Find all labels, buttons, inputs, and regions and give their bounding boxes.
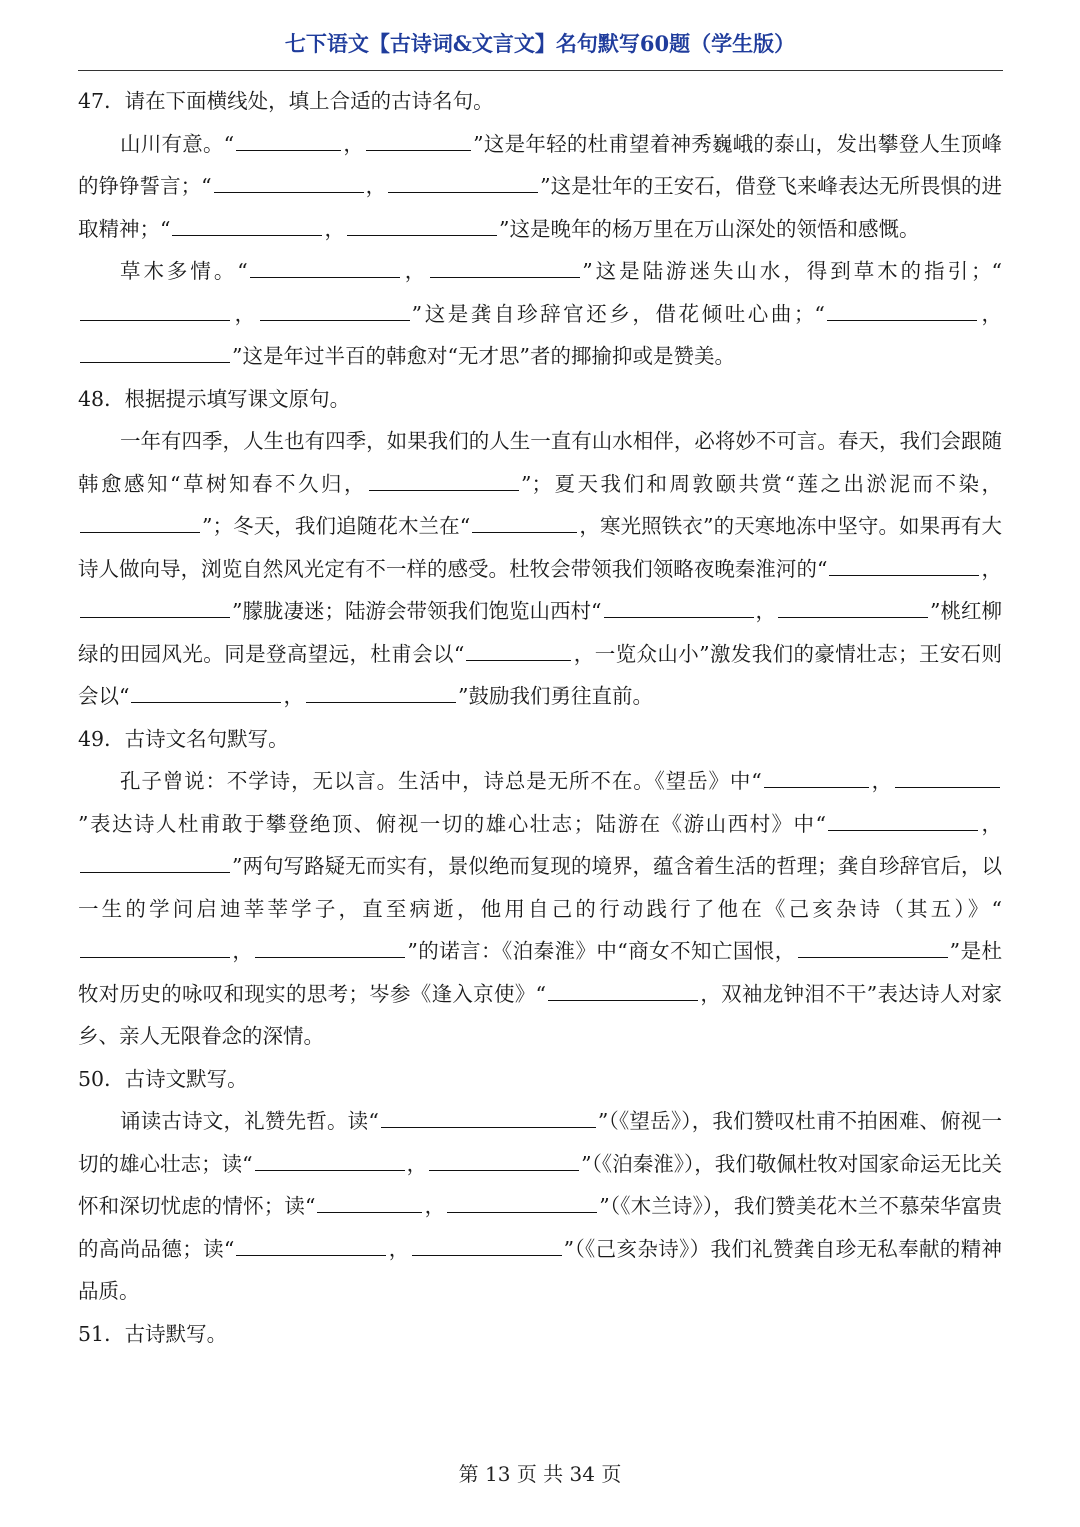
text-segment: ， <box>365 174 387 198</box>
text-segment: ， <box>232 939 254 963</box>
fill-blank[interactable] <box>798 935 948 958</box>
fill-blank[interactable] <box>604 595 754 618</box>
fill-blank[interactable] <box>548 978 698 1001</box>
text-segment: 草木多情。“ <box>120 259 248 283</box>
fill-blank[interactable] <box>236 1233 386 1256</box>
fill-blank[interactable] <box>429 1148 579 1171</box>
fill-blank[interactable] <box>236 128 341 151</box>
text-segment: 一年有四季，人生也有四季，如果我们的人生一直有山水相伴，必将妙不可言。春天，我们会跟随韩愈感知“草树知春不久归， <box>78 429 1002 496</box>
fill-blank[interactable] <box>80 298 230 321</box>
text-segment: ”是杜牧对历史的咏叹和现实的思考；岑参《逢入京使》“ <box>78 939 1002 1006</box>
text-segment: ”表达诗人杜甫敢于攀登绝顶、俯视一切的雄心壮志；陆游在《游山西村》中“ <box>78 811 827 836</box>
text-segment: ”两句写路疑无而实有，景似绝而复现的境界，蕴含着生活的哲理；龚自珍辞官后，以一生的学问启迪莘莘学子，直至病逝，他用自己的行动践行了他在《己亥杂诗（其五）》“ <box>78 854 1002 921</box>
fill-blank[interactable] <box>829 553 979 576</box>
fill-blank[interactable] <box>347 213 497 236</box>
fill-blank[interactable] <box>369 468 519 491</box>
fill-blank[interactable] <box>778 595 928 618</box>
fill-blank[interactable] <box>388 170 538 193</box>
text-segment: ”这是晚年的杨万里在万山深处的领悟和感慨。 <box>498 216 920 241</box>
text-segment: ”（《己亥杂诗》）我们礼赞龚自珍无私奉献的精神品质。 <box>78 1236 1003 1303</box>
text-segment: ，双袖龙钟泪不干”表达诗人对家乡、亲人无限眷念的深情。 <box>78 981 1002 1048</box>
question-49-stem: 49．古诗文名句默写。 <box>78 726 289 751</box>
fill-blank[interactable] <box>430 255 580 278</box>
fill-blank[interactable] <box>255 1148 405 1171</box>
fill-blank[interactable] <box>255 935 405 958</box>
text-segment: ， <box>981 556 1002 581</box>
text-segment: ”；夏天我们和周敦颐共赏“莲之出淤泥而不染， <box>521 471 1002 496</box>
text-segment: ， <box>870 769 894 793</box>
text-segment: ”朦胧凄迷；陆游会带领我们饱览山西村“ <box>232 599 602 623</box>
text-segment: ”这是龚自珍辞官还乡，借花倾吐心曲；“ <box>411 301 825 326</box>
text-segment: 山川有意。“ <box>120 131 235 156</box>
fill-blank[interactable] <box>381 1105 596 1128</box>
fill-blank[interactable] <box>80 935 230 958</box>
text-segment: ”（《木兰诗》），我们赞美花木兰不慕荣华富贵的高尚品德；读“ <box>78 1194 1003 1261</box>
document-body <box>78 80 1002 1355</box>
question-49-paragraph-1 <box>78 760 1002 1058</box>
fill-blank[interactable] <box>366 128 471 151</box>
question-47-paragraph-1 <box>78 123 1002 251</box>
fill-blank[interactable] <box>172 213 322 236</box>
text-segment: ”这是年过半百的韩愈对“无才思”者的揶揄抑或是赞美。 <box>232 344 735 368</box>
question-50-paragraph-1 <box>78 1100 1002 1313</box>
text-segment: ， <box>755 599 777 623</box>
question-48-paragraph-1 <box>78 420 1002 718</box>
text-segment: ，一览众山小”激发我们的豪情壮志；王安石则会以“ <box>78 641 1002 708</box>
page-number: 第 13 页 共 34 页 <box>458 1462 622 1486</box>
fill-blank[interactable] <box>827 298 977 321</box>
text-segment: ”（《望岳》），我们赞叹杜甫不拍困难、俯视一切的雄心壮志；读“ <box>78 1109 1002 1176</box>
header-divider <box>78 70 1003 71</box>
fill-blank[interactable] <box>466 638 571 661</box>
text-segment: ， <box>283 684 304 708</box>
text-segment: ”（《泊秦淮》），我们敬佩杜牧对国家命运无比关怀和深切忧虑的情怀；读“ <box>78 1151 1003 1218</box>
text-segment: ”这是壮年的王安石，借登飞来峰表达无所畏惧的进取精神；“ <box>78 174 1003 241</box>
fill-blank[interactable] <box>80 595 230 618</box>
text-segment: ”桃红柳绿的田园风光。同是登高望远，杜甫会以“ <box>78 599 1003 666</box>
text-segment: ”鼓励我们勇往直前。 <box>457 684 653 708</box>
text-segment: ， <box>343 131 365 156</box>
fill-blank[interactable] <box>828 808 978 831</box>
text-segment: ， <box>401 259 429 283</box>
text-segment: ，寒光照铁衣”的天寒地冻中坚守。如果再有大诗人做向导，浏览自然风光定有不一样的感受。杜牧会带领我们领略夜晚秦淮河的“ <box>78 514 1002 581</box>
question-50-stem: 50．古诗文默写。 <box>78 1066 248 1091</box>
fill-blank[interactable] <box>260 298 410 321</box>
fill-blank[interactable] <box>895 765 1000 788</box>
text-segment: ”这是陆游迷失山水，得到草木的指引；“ <box>582 259 1003 283</box>
fill-blank[interactable] <box>214 170 364 193</box>
text-segment: ， <box>324 216 345 241</box>
question-47-stem: 47．请在下面横线处，填上合适的古诗名句。 <box>78 89 494 113</box>
fill-blank[interactable] <box>250 255 400 278</box>
fill-blank[interactable] <box>131 680 281 703</box>
fill-blank[interactable] <box>472 510 577 533</box>
text-segment: ”这是年轻的杜甫望着神秀巍峨的泰山，发出攀登人生顶峰的铮铮誓言；“ <box>78 131 1003 198</box>
text-segment: ， <box>978 301 1002 326</box>
text-segment: ， <box>980 811 1003 836</box>
text-segment: 孔子曾说：不学诗，无以言。生活中，诗总是无所不在。《望岳》中“ <box>120 769 762 793</box>
question-51-stem: 51．古诗默写。 <box>78 1321 228 1346</box>
text-segment: ， <box>424 1194 446 1218</box>
text-segment: ， <box>406 1151 428 1176</box>
text-segment: ”的诺言：《泊秦淮》中“商女不知亡国恨， <box>407 939 796 963</box>
text-segment: ， <box>388 1236 410 1261</box>
fill-blank[interactable] <box>80 340 230 363</box>
fill-blank[interactable] <box>306 680 456 703</box>
fill-blank[interactable] <box>764 765 869 788</box>
text-segment: ， <box>232 301 258 326</box>
question-48-stem: 48．根据提示填写课文原句。 <box>78 386 351 411</box>
question-47-paragraph-2 <box>78 250 1002 378</box>
fill-blank[interactable] <box>317 1190 422 1213</box>
fill-blank[interactable] <box>80 850 230 873</box>
text-segment: 诵读古诗文，礼赞先哲。读“ <box>120 1109 379 1133</box>
text-segment: ”；冬天，我们追随花木兰在“ <box>202 514 471 538</box>
page-header-title: 七下语文【古诗词&文言文】名句默写60题（学生版） <box>284 31 796 56</box>
fill-blank[interactable] <box>80 510 200 533</box>
fill-blank[interactable] <box>447 1190 597 1213</box>
fill-blank[interactable] <box>412 1233 562 1256</box>
